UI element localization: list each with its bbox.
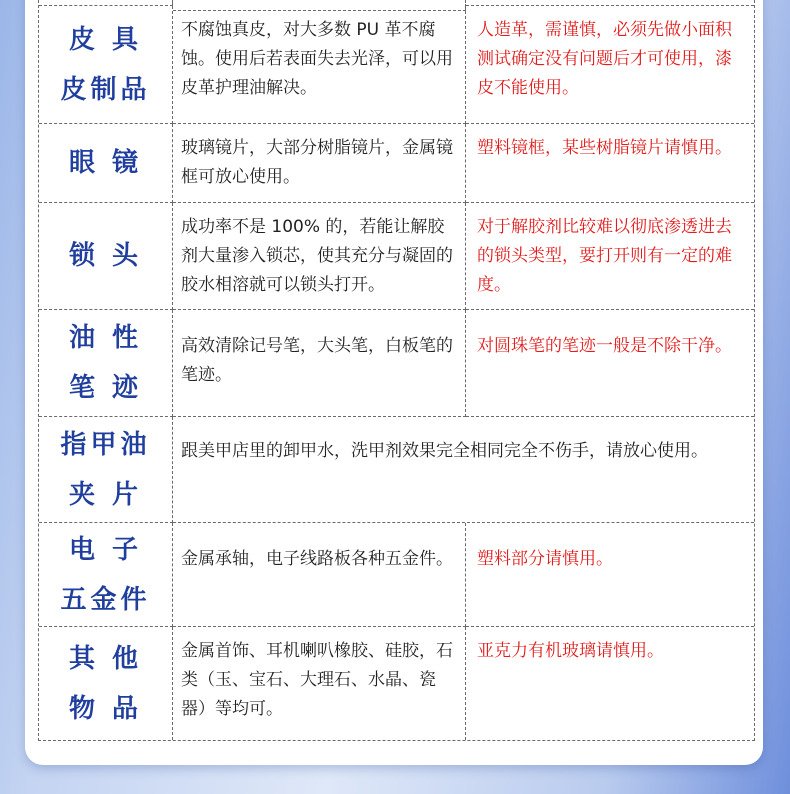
row-category-electronics: [39, 523, 173, 627]
category-line: 夹 片: [68, 479, 143, 510]
row-category-marker: [39, 310, 173, 417]
usage-table: [38, 0, 755, 741]
category-line: 笔 迹: [68, 373, 143, 403]
category-line: 其 他: [68, 643, 143, 674]
category-line: 五金件: [60, 584, 151, 615]
caution-text-leather: 人造革，需谨慎，必须先做小面积测试确定没有问题后才可使用，漆皮不能使用。: [466, 6, 754, 124]
category-line: 锁 头: [68, 241, 143, 271]
category-line: 皮 具: [68, 24, 143, 55]
category-line: 油 性: [68, 323, 143, 353]
category-line: 皮制品: [60, 74, 151, 105]
suitable-text-electronics: 金属承轴，电子线路板各种五金件。: [173, 523, 466, 627]
caution-text-marker: 对圆珠笔的笔迹一般是不除干净。: [466, 310, 754, 417]
suitable-text-lock: 成功率不是 100% 的，若能让解胶剂大量渗入锁芯，使其充分与凝固的胶水相溶就可以锁头打开。: [173, 203, 466, 310]
category-line: 物 品: [68, 693, 143, 724]
category-line: 指甲油: [60, 429, 151, 460]
suitable-text-marker: 高效清除记号笔，大头笔，白板笔的笔迹。: [173, 310, 466, 417]
caution-text-electronics: 塑料部分请慎用。: [466, 523, 754, 627]
caution-text-other: 亚克力有机玻璃请慎用。: [477, 641, 664, 661]
caution-text-lock: 对于解胶剂比较难以彻底渗透进去的锁头类型，要打开则有一定的难度。: [466, 203, 754, 310]
row-category-other: [39, 627, 173, 740]
row-category-leather: [39, 6, 173, 124]
row-category-glasses: [39, 124, 173, 203]
full-text-nail-polish: 跟美甲店里的卸甲水，洗甲剂效果完全相同完全不伤手，请放心使用。: [173, 417, 754, 523]
category-line: 眼 镜: [68, 148, 143, 178]
suitable-text-glasses: 玻璃镜片，大部分树脂镜片，金属镜框可放心使用。: [173, 124, 466, 203]
row-category-nail-polish: [39, 417, 173, 523]
suitable-text-other: 金属首饰、耳机喇叭橡胶、硅胶，石类（玉、宝石、大理石、水晶、瓷器）等均可。: [173, 627, 466, 740]
caution-text-glasses: 塑料镜框，某些树脂镜片请慎用。: [466, 124, 754, 203]
row-category-lock: [39, 203, 173, 310]
category-line: 电 子: [68, 534, 143, 565]
suitable-text-leather: 不腐蚀真皮，对大多数 PU 革不腐蚀。使用后若表面失去光泽，可以用皮革护理油解决。: [173, 6, 466, 124]
